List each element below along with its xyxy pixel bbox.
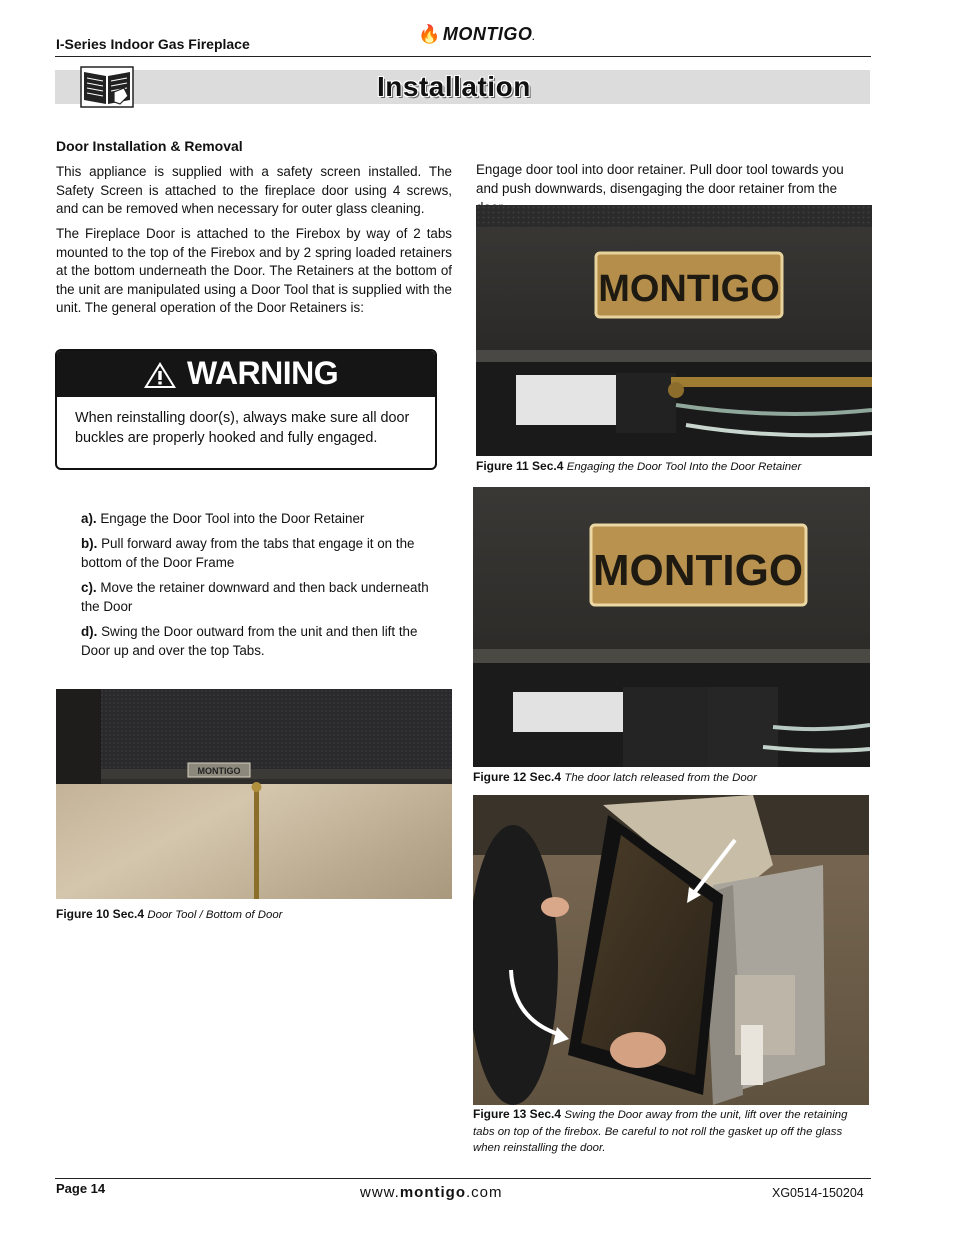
step-marker: a). — [81, 511, 97, 526]
figure-12-desc: The door latch released from the Door — [564, 772, 757, 784]
footer-rule — [55, 1178, 871, 1179]
figure-11-photo — [476, 205, 872, 456]
warning-text: When reinstalling door(s), always make sure all door buckles are properly hooked and fully engaged. — [75, 410, 410, 446]
url-brand: montigo — [399, 1184, 466, 1201]
logo-mark: . — [532, 32, 536, 42]
figure-12-photo — [473, 487, 870, 767]
warning-triangle-icon — [142, 360, 178, 390]
step-marker: d). — [81, 624, 98, 639]
website-url — [360, 1184, 503, 1201]
step-text: Swing the Door outward from the unit and then lift the Door up and over the top Tabs. — [81, 624, 418, 658]
flame-icon: 🔥 — [418, 24, 441, 44]
paragraph-fireplace-door: The Fireplace Door is attached to the Firebox by way of 2 tabs mounted to the top of the Firebox and by 2 spring loaded retainers at the bottom underneath the Door. The Retainers at the bottom of the unit are manipulated using a Door Tool that is supplied with the unit. The general operation of the Door Retainers is: — [56, 226, 452, 316]
step-text: Move the retainer downward and then back underneath the Door — [81, 580, 429, 614]
step-text: Engage the Door Tool into the Door Retainer — [100, 511, 365, 526]
step-marker: c). — [81, 580, 97, 595]
page-number: Page 14 — [56, 1181, 106, 1196]
figure-11-desc: Engaging the Door Tool Into the Door Retainer — [566, 461, 802, 473]
figure-12-badge-text: MONTIGO — [592, 546, 804, 595]
paragraph-safety-screen: This appliance is supplied with a safety screen installed. The Safety Screen is attached to the fireplace door using 4 screws, and can be removed when necessary for outer glass cleaning. — [56, 164, 452, 217]
step-item — [81, 534, 436, 572]
warning-box — [55, 349, 437, 470]
montigo-logo — [418, 24, 535, 45]
url-prefix: www. — [360, 1184, 400, 1201]
figure-13-label: Figure 13 Sec.4 — [473, 1107, 562, 1121]
subsection-heading: Door Installation & Removal — [56, 138, 243, 154]
step-item — [81, 578, 436, 616]
step-item — [81, 622, 436, 660]
right-intro-text: Engage door tool into door retainer. Pull door tool towards you and push downwards, disengaging the door retainer from the — [476, 162, 844, 196]
figure-10-label: Figure 10 Sec.4 — [56, 907, 145, 921]
step-item — [81, 509, 436, 528]
figure-13-desc: Swing the Door away from the unit, lift over the retaining tabs on top of the firebox. Be careful to not roll the gasket up off the glass when reinstalling the door. — [473, 1109, 848, 1154]
header-rule — [55, 56, 871, 57]
figure-10-photo — [56, 689, 452, 899]
figure-11-caption — [476, 459, 801, 473]
url-suffix: .com — [466, 1184, 503, 1201]
warning-label: WARNING — [187, 355, 339, 391]
figure-10-desc: Door Tool / Bottom of Door — [147, 909, 283, 921]
document-title: I-Series Indoor Gas Fireplace — [56, 36, 250, 52]
logo-text: MONTIGO — [442, 24, 533, 44]
document-code: XG0514-150204 — [772, 1186, 864, 1200]
figure-11-label: Figure 11 Sec.4 — [476, 459, 564, 473]
figure-10-badge-text: MONTIGO — [197, 766, 241, 776]
figure-13-caption — [473, 1107, 871, 1157]
warning-header — [57, 351, 435, 397]
figure-10-caption — [56, 907, 282, 921]
step-marker: b). — [81, 536, 98, 551]
figure-12-caption — [473, 770, 757, 784]
installation-manual-icon — [80, 66, 134, 108]
figure-13-photo — [473, 795, 869, 1105]
figure-11-badge-text: MONTIGO — [598, 268, 780, 310]
section-title: Installation — [377, 71, 531, 102]
figure-12-label: Figure 12 Sec.4 — [473, 770, 562, 784]
step-text: Pull forward away from the tabs that engage it on the bottom of the Door Frame — [81, 536, 415, 570]
